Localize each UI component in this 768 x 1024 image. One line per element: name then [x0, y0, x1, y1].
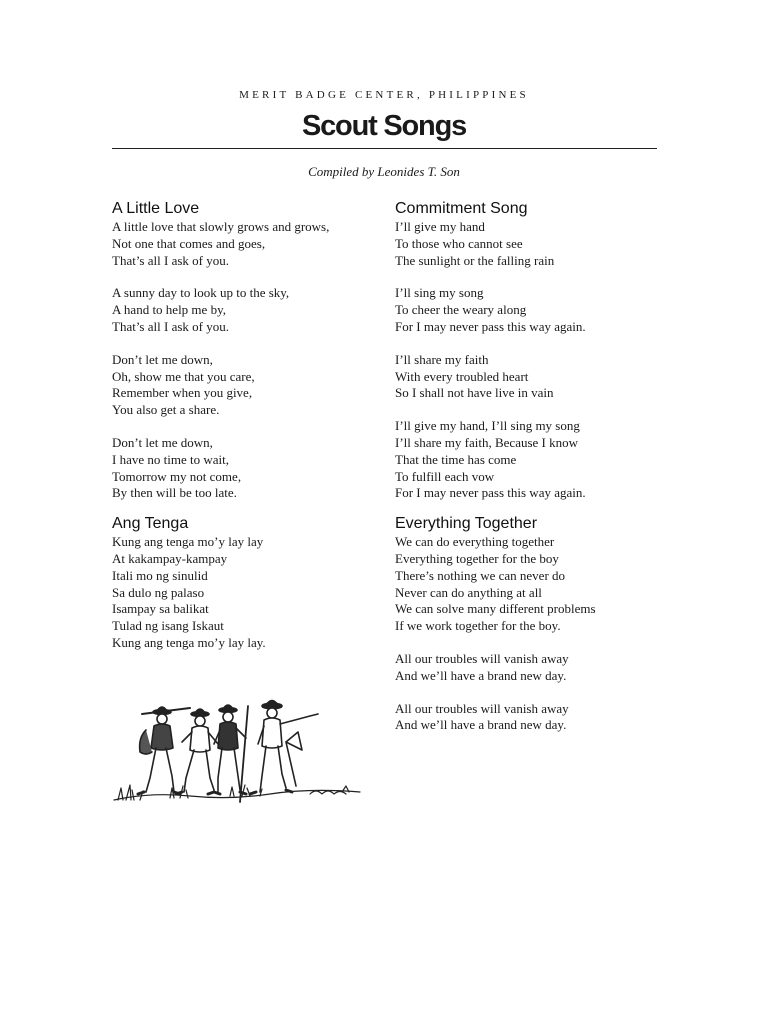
song-title: Ang Tenga [112, 515, 189, 533]
song-line: The sunlight or the falling rain [395, 252, 555, 268]
song-line: Isampay sa balikat [112, 601, 209, 617]
song-line: We can solve many different problems [395, 601, 596, 617]
stanza [112, 435, 392, 502]
song-line: And we’ll have a brand new day. [395, 717, 567, 733]
song-line: To cheer the weary along [395, 302, 527, 318]
stanza [112, 219, 392, 269]
song-line: I’ll sing my song [395, 285, 484, 301]
page-title: Scout Songs [301, 110, 467, 142]
left-column [112, 199, 392, 664]
song-line: All our troubles will vanish away [395, 700, 569, 716]
right-column [395, 199, 675, 746]
song-line: I’ll share my faith, Because I know [395, 434, 579, 450]
song-line: You also get a share. [112, 402, 220, 418]
song-line: Not one that comes and goes, [112, 235, 266, 251]
song-line: Kung ang tenga mo’y lay lay. [112, 634, 266, 650]
song-line: I’ll give my hand, I’ll sing my song [395, 418, 580, 434]
stanza [395, 352, 675, 402]
song-line: Everything together for the boy [395, 550, 559, 566]
song-line: A hand to help me by, [112, 302, 226, 318]
song-line: To fulfill each vow [395, 468, 495, 484]
song-line: I’ll give my hand [395, 219, 485, 234]
song-title: Everything Together [395, 515, 538, 533]
song-line: Don’t let me down, [112, 434, 213, 450]
song-everything-together [395, 514, 675, 734]
organization-name: MERIT BADGE CENTER, PHILIPPINES [239, 89, 529, 101]
stanza [395, 285, 675, 335]
song-line: If we work together for the boy. [395, 618, 561, 634]
song-line: There’s nothing we can never do [395, 567, 566, 583]
song-line: We can do everything together [395, 534, 555, 550]
song-line: Never can do anything at all [395, 584, 542, 600]
stanza [395, 219, 675, 269]
song-commitment-song [395, 199, 675, 502]
song-line: For I may never pass this way again. [395, 485, 586, 501]
stanza [395, 534, 675, 635]
song-line: I’ll share my faith [395, 351, 489, 367]
song-line: With every troubled heart [395, 368, 529, 384]
song-ang-tenga [112, 514, 392, 652]
title-divider [112, 148, 657, 149]
stanza [395, 701, 675, 735]
song-title: Commitment Song [395, 200, 528, 217]
song-line: I have no time to wait, [112, 451, 229, 467]
song-line: And we’ll have a brand new day. [395, 667, 567, 683]
song-line: Kung ang tenga mo’y lay lay [112, 534, 264, 550]
song-line: Itali mo ng sinulid [112, 567, 208, 583]
song-line: Don’t let me down, [112, 351, 213, 367]
song-line: Sa dulo ng palaso [112, 584, 205, 600]
song-line: Tomorrow my not come, [112, 468, 242, 484]
scouts-hiking-illustration [110, 692, 365, 810]
song-line: Tulad ng isang Iskaut [112, 618, 224, 634]
song-line: That’s all I ask of you. [112, 252, 229, 268]
stanza [112, 534, 392, 652]
song-line: At kakampay-kampay [112, 550, 228, 566]
stanza [395, 651, 675, 685]
song-line: For I may never pass this way again. [395, 318, 586, 334]
song-line: To those who cannot see [395, 235, 523, 251]
song-line: A little love that slowly grows and grows, [112, 219, 330, 234]
stanza [395, 418, 675, 502]
song-line: That’s all I ask of you. [112, 318, 229, 334]
compiler-credit: Compiled by Leonides T. Son [308, 164, 460, 179]
song-line: That the time has come [395, 451, 517, 467]
song-line: Oh, show me that you care, [112, 368, 255, 384]
song-line: All our troubles will vanish away [395, 650, 569, 666]
stanza [112, 352, 392, 419]
stanza [112, 285, 392, 335]
song-line: A sunny day to look up to the sky, [112, 285, 290, 301]
song-title: A Little Love [112, 200, 200, 217]
song-a-little-love [112, 199, 392, 502]
song-line: By then will be too late. [112, 485, 237, 501]
song-line: Remember when you give, [112, 385, 253, 401]
song-line: So I shall not have live in vain [395, 385, 554, 401]
